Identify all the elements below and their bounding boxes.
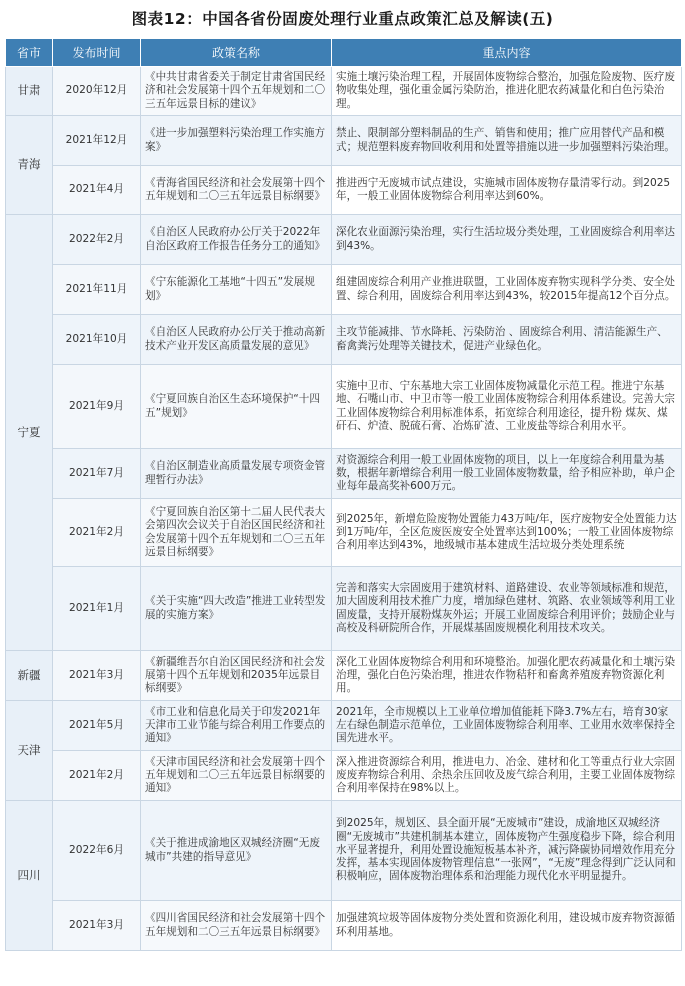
policy-cell: 《关于推进成渝地区双城经济圈“无废城市”共建的指导意见》 <box>141 801 332 901</box>
date-cell: 2021年9月 <box>53 365 141 449</box>
date-cell: 2021年1月 <box>53 567 141 651</box>
table-row <box>6 449 682 499</box>
date-cell: 2022年2月 <box>53 215 141 265</box>
table-row <box>6 701 682 751</box>
content-cell: 主攻节能减排、节水降耗、污染防治 、固废综合利用、清洁能源生产、畜禽粪污处理等关键技术，促进产业绿色化。 <box>332 315 682 365</box>
table-row <box>6 265 682 315</box>
content-cell: 到2025年，规划区、县全面开展“无废城市”建设，成渝地区双城经济圈“无废城市”共建机制基本建立，固体废物产生强度稳步下降，综合利用水平显著提升，利用处置设施短板基本补齐，减污降碳协同增效作用充分发挥，基本实现固体废物管理信息“一张网”，“无废”理念得到广泛认同和积极响应，固体废物治理体系和治理能力现代化水平明显提升。 <box>332 801 682 901</box>
content-cell: 完善和落实大宗固废用于建筑材料、道路建设、农业等领域标准和规范，加大固废利用技术推广力度，增加绿色建材、筑路、农业领域等利用工业固废量，支持开展粉煤灰外运；开展工业固废综合利用评价；鼓励企业与高校及科研院所合作，开展煤基固废规模化利用技术攻关。 <box>332 567 682 651</box>
header-province: 省市 <box>6 39 53 67</box>
province-cell: 新疆 <box>6 651 53 701</box>
content-cell: 深化农业面源污染治理，实行生活垃圾分类处理，工业固废综合利用率达到43%。 <box>332 215 682 265</box>
content-cell: 深入推进资源综合利用，推进电力、冶金、建材和化工等重点行业大宗固废废弃物综合利用、余热余压回收及废气综合利用，主要工业固体废物综合利用率保持在98%以上。 <box>332 751 682 801</box>
date-cell: 2021年12月 <box>53 116 141 166</box>
table-row <box>6 801 682 901</box>
province-cell: 青海 <box>6 116 53 215</box>
page-title: 图表12：中国各省份固废处理行业重点政策汇总及解读(五) <box>131 10 554 28</box>
table-row <box>6 166 682 215</box>
policy-cell: 《自治区人民政府办公厅关于2022年自治区政府工作报告任务分工的通知》 <box>141 215 332 265</box>
table-row <box>6 365 682 449</box>
date-cell: 2021年11月 <box>53 265 141 315</box>
policy-cell: 《自治区人民政府办公厅关于推动高新技术产业开发区高质量发展的意见》 <box>141 315 332 365</box>
date-cell: 2021年3月 <box>53 651 141 701</box>
policy-cell: 《市工业和信息化局关于印发2021年天津市工业节能与综合利用工作要点的通知》 <box>141 701 332 751</box>
content-cell: 加强建筑垃圾等固体废物分类处置和资源化利用，建设城市废弃物资源循环利用基地。 <box>332 901 682 951</box>
province-cell: 天津 <box>6 701 53 801</box>
content-cell: 到2025年，新增危险废物处置能力43万吨/年，医疗废物安全处置能力达到1万吨/年，全区危废医废安全处置率达到100%；一般工业固体废物综合利用率达到43%，地级城市基本建成生活垃圾分类处理系统 <box>332 499 682 567</box>
province-cell: 四川 <box>6 801 53 951</box>
policy-cell: 《四川省国民经济和社会发展第十四个五年规划和二〇三五年远景目标纲要》 <box>141 901 332 951</box>
table-row <box>6 67 682 116</box>
content-cell: 深化工业固体废物综合利用和环境整治。加强化肥农药减量化和土壤污染治理，强化白色污染治理，推进农作物秸秆和畜禽养殖废弃物资源化利用。 <box>332 651 682 701</box>
table-row <box>6 651 682 701</box>
policy-cell: 《宁夏回族自治区第十二届人民代表大会第四次会议关于自治区国民经济和社会发展第十四个五年规划和二〇三五年远景目标纲要》 <box>141 499 332 567</box>
date-cell: 2021年10月 <box>53 315 141 365</box>
table-row <box>6 215 682 265</box>
content-cell: 2021年，全市规模以上工业单位增加值能耗下降3.7%左右，培育30家左右绿色制造示范单位，工业固体废物综合利用率、工业用水效率保持全国先进水平。 <box>332 701 682 751</box>
date-cell: 2021年2月 <box>53 499 141 567</box>
table-row <box>6 567 682 651</box>
table-row <box>6 116 682 166</box>
policy-cell: 《青海省国民经济和社会发展第十四个五年规划和二〇三五年远景目标纲要》 <box>141 166 332 215</box>
date-cell: 2021年5月 <box>53 701 141 751</box>
table-header-row <box>6 39 682 67</box>
header-date: 发布时间 <box>53 39 141 67</box>
header-policy: 政策名称 <box>141 39 332 67</box>
policy-cell: 《自治区制造业高质量发展专项资金管理暂行办法》 <box>141 449 332 499</box>
content-cell: 对资源综合利用一般工业固体废物的项目，以上一年度综合利用量为基数，根据年新增综合利用一般工业固体废物数量，给予相应补助，单户企业每年最高奖补600万元。 <box>332 449 682 499</box>
header-content: 重点内容 <box>332 39 682 67</box>
date-cell: 2021年7月 <box>53 449 141 499</box>
policy-table <box>5 38 682 951</box>
policy-cell: 《宁东能源化工基地“十四五”发展规划》 <box>141 265 332 315</box>
province-cell: 甘肃 <box>6 67 53 116</box>
content-cell: 组建固废综合利用产业推进联盟，工业固体废弃物实现科学分类、安全处置、综合利用，固废综合利用率达到43%，较2015年提高12个百分点。 <box>332 265 682 315</box>
date-cell: 2021年2月 <box>53 751 141 801</box>
content-cell: 实施土壤污染治理工程，开展固体废物综合整治，加强危险废物、医疗废物收集处理，强化重金属污染防治，推进化肥农药减量化和白色污染治理。 <box>332 67 682 116</box>
date-cell: 2021年3月 <box>53 901 141 951</box>
content-cell: 禁止、限制部分塑料制品的生产、销售和使用；推广应用替代产品和模式；规范塑料废弃物回收利用和处置等措施以进一步加强塑料污染治理。 <box>332 116 682 166</box>
policy-cell: 《中共甘肃省委关于制定甘肃省国民经济和社会发展第十四个五年规划和二〇三五年远景目标的建议》 <box>141 67 332 116</box>
table-row <box>6 751 682 801</box>
date-cell: 2020年12月 <box>53 67 141 116</box>
table-row <box>6 901 682 951</box>
policy-cell: 《宁夏回族自治区生态环境保护“十四五”规划》 <box>141 365 332 449</box>
date-cell: 2022年6月 <box>53 801 141 901</box>
policy-cell: 《关于实施“四大改造”推进工业转型发展的实施方案》 <box>141 567 332 651</box>
content-cell: 推进西宁无废城市试点建设，实施城市固体废物存量清零行动。到2025年，一般工业固体废物综合利用率达到60%。 <box>332 166 682 215</box>
policy-cell: 《天津市国民经济和社会发展第十四个五年规划和二〇三五年远景目标纲要的通知》 <box>141 751 332 801</box>
policy-cell: 《新疆维吾尔自治区国民经济和社会发展第十四个五年规划和2035年远景目标纲要》 <box>141 651 332 701</box>
policy-cell: 《进一步加强塑料污染治理工作实施方案》 <box>141 116 332 166</box>
content-cell: 实施中卫市、宁东基地大宗工业固体废物减量化示范工程。推进宁东基地、石嘴山市、中卫市等一般工业固体废物综合利用体系建设。完善大宗工业固体废物综合利用标准体系，拓宽综合利用途径，提升粉 煤灰、煤矸石、炉渣、脱硫石膏、冶炼矿渣、工业废盐等综合利用水平。 <box>332 365 682 449</box>
table-row <box>6 499 682 567</box>
province-cell: 宁夏 <box>6 215 53 651</box>
table-row <box>6 315 682 365</box>
date-cell: 2021年4月 <box>53 166 141 215</box>
